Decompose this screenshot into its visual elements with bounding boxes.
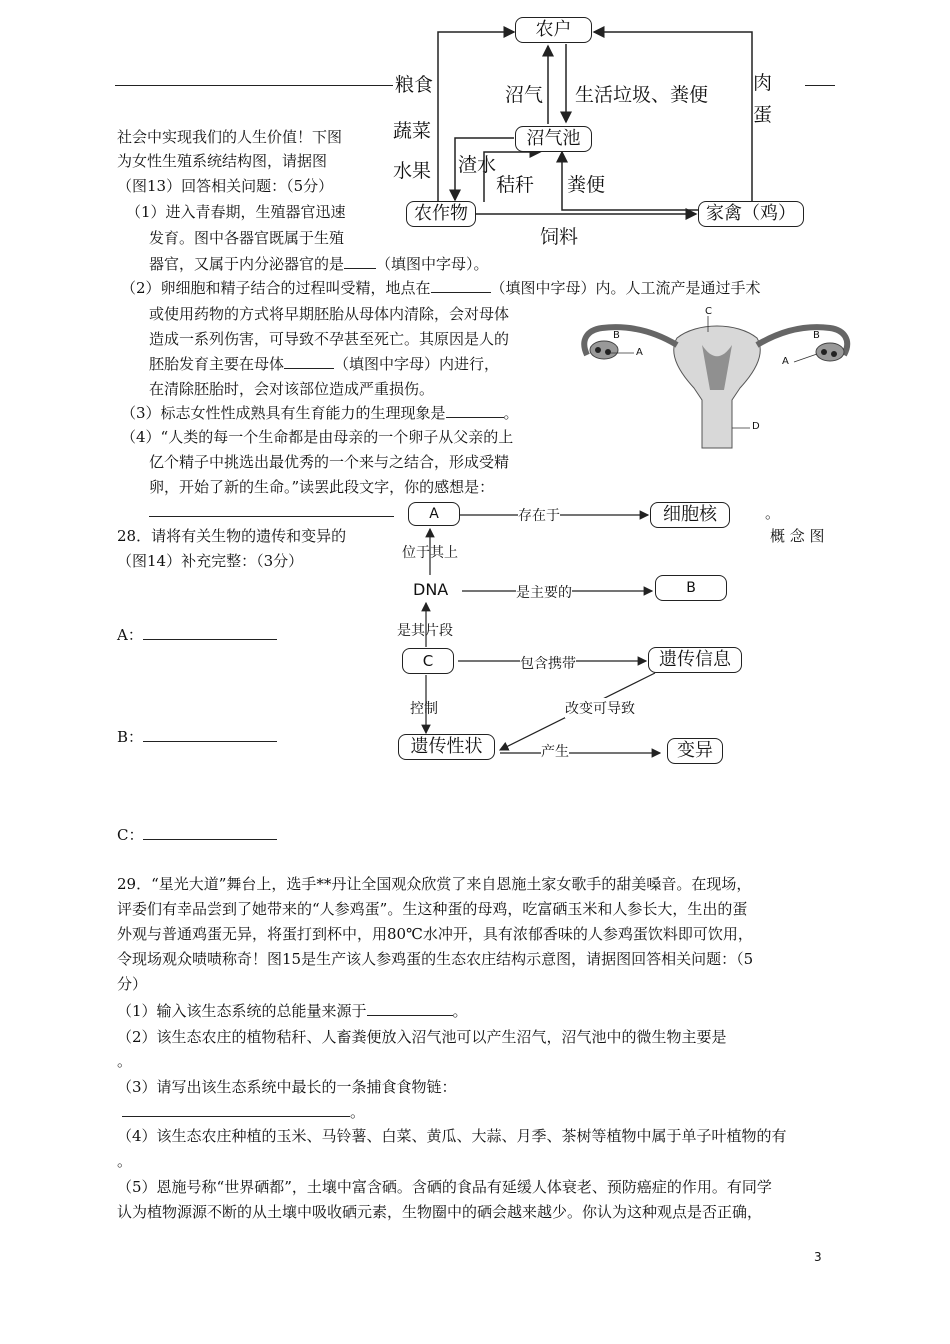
q29-line3: 外观与普通鸡蛋无异，将蛋打到杯中，用80℃水冲开，具有浓郁香味的人参鸡蛋饮料即可饮用， <box>117 925 753 943</box>
change-leads-label: 改变可导致 <box>565 698 635 718</box>
is-main-label: 是主要的 <box>516 582 572 602</box>
concept-b-box: B <box>655 575 727 601</box>
q29-line1: 29．“星光大道”舞台上，选手**丹让全国观众欣赏了来自恩施土家女歌手的甜美嗓音。在现场， <box>117 875 752 893</box>
page-number: 3 <box>814 1250 822 1264</box>
q27-intro-line2: 为女性生殖系统结构图，请据图 <box>117 152 328 170</box>
q29-line4: 令现场观众啧啧称奇！图15是生产该人参鸡蛋的生态农庄结构示意图，请据图回答相关问题：（5 <box>117 950 754 968</box>
q27-part2-line2: 或使用药物的方式将早期胚胎从母体内清除，会对母体 <box>149 305 510 323</box>
contains-label: 包含携带 <box>520 653 576 673</box>
residue-label: 渣水 <box>458 154 497 176</box>
q29-sub3-answer: 。 <box>122 1103 365 1121</box>
located-on-label: 位于其上 <box>402 545 458 561</box>
q29-line2: 评委们有幸品尝到了她带来的“人参鸡蛋”。生这种蛋的母鸡，吃富硒玉米和人参长大，生出的蛋 <box>117 900 748 918</box>
q28-answer-b: B： <box>117 728 277 746</box>
biogas-label: 沼气 <box>505 84 544 106</box>
label-d: D <box>752 421 760 432</box>
garbage-label: 生活垃圾、粪便 <box>575 84 709 106</box>
vegetable-label: 蔬菜 <box>393 120 432 142</box>
q29-sub4: （4）该生态农庄种植的玉米、马铃薯、白菜、黄瓜、大蒜、月季、茶树等植物中属于单子叶植物的有 <box>117 1127 787 1145</box>
poultry-box: 家禽（鸡） <box>698 201 804 227</box>
q29-sub1: （1）输入该生态系统的总能量来源于 。 <box>117 1002 468 1020</box>
label-a-left: A <box>636 347 643 358</box>
dna-label: DNA <box>413 580 449 599</box>
genetic-info-box: 遗传信息 <box>648 647 742 673</box>
q27-part2-line3: 造成一系列伤害，可导致不孕甚至死亡。其原因是人的 <box>149 330 510 348</box>
q29-sub2-end: 。 <box>117 1052 133 1070</box>
q28-answer-c: C： <box>117 826 277 844</box>
q28-title: 28．请将有关生物的遗传和变异的 <box>117 527 347 545</box>
q29-sub4-end: 。 <box>117 1152 133 1170</box>
produces-label: 产生 <box>541 741 569 761</box>
biogas-pool-box: 沼气池 <box>515 126 592 152</box>
q29-sub2: （2）该生态农庄的植物秸秆、人畜粪便放入沼气池可以产生沼气，沼气池中的微生物主要是 <box>117 1028 727 1046</box>
answer-line <box>115 85 393 86</box>
q27-part4-end: 。 <box>765 504 781 522</box>
q27-part4-line3: 卵，开始了新的生命。”读罢此段文字，你的感想是： <box>149 478 495 496</box>
straw-label: 秸秆 <box>496 174 535 196</box>
feed-label: 饲料 <box>540 226 579 248</box>
is-segment-label: 是其片段 <box>397 623 453 639</box>
q29-sub5-line1: （5）恩施号称“世界硒都”，土壤中富含硒。含硒的食品有延缓人体衰老、预防癌症的作用。有同学 <box>117 1178 772 1196</box>
q27-part2-line5: 在清除胚胎时，会对该部位造成严重损伤。 <box>149 380 435 398</box>
concept-a-box: A <box>408 502 460 526</box>
label-b-right: B <box>813 330 820 341</box>
nucleus-box: 细胞核 <box>650 502 730 528</box>
q27-part4-answer-line <box>149 516 394 517</box>
q27-part1-line3: 器官，又属于内分泌器官的是 （填图中字母）。 <box>149 255 489 273</box>
q27-intro-line1: 社会中实现我们的人生价值！下图 <box>117 128 343 146</box>
q29-sub3: （3）请写出该生态系统中最长的一条捕食食物链： <box>117 1078 457 1096</box>
exists-in-label: 存在于 <box>518 505 560 525</box>
manure-label: 粪便 <box>567 174 606 196</box>
q29-line5: 分） <box>117 975 148 993</box>
q27-part1-line2: 发育。图中各器官既属于生殖 <box>149 229 345 247</box>
controls-label: 控制 <box>410 701 438 717</box>
farmer-box: 农户 <box>515 17 592 43</box>
q27-part4-line2: 亿个精子中挑选出最优秀的一个来与之结合，形成受精 <box>149 453 510 471</box>
q29-sub5-line2: 认为植物源源不断的从土壤中吸收硒元素，生物圈中的硒会越来越少。你认为这种观点是否正确， <box>117 1203 763 1221</box>
crops-box: 农作物 <box>406 201 476 227</box>
trait-box: 遗传性状 <box>398 734 495 760</box>
meat-label: 肉 <box>753 72 773 94</box>
fruit-label: 水果 <box>393 160 432 182</box>
label-c: C <box>705 306 712 317</box>
q27-part4-line1: （4）“人类的每一个生命都是由母亲的一个卵子从父亲的上 <box>121 428 514 446</box>
grain-label: 粮食 <box>395 74 434 96</box>
label-a-right: A <box>782 356 789 367</box>
egg-label: 蛋 <box>753 104 773 126</box>
label-b-left: B <box>613 330 620 341</box>
variation-box: 变异 <box>667 738 723 764</box>
q27-part1-line1: （1）进入青春期，生殖器官迅速 <box>126 203 346 221</box>
q28-answer-a: A： <box>117 626 277 644</box>
concept-c-box: C <box>402 648 454 674</box>
answer-line <box>805 85 835 86</box>
q28-title-line2: （图14）补充完整：（3分） <box>117 552 304 570</box>
q27-part3: （3）标志女性性成熟具有生育能力的生理现象是 。 <box>121 404 519 422</box>
q27-intro-line3: （图13）回答相关问题：（5分） <box>117 177 334 195</box>
reproductive-system-drawing <box>572 300 862 450</box>
q27-part2-line1: （2）卵细胞和精子结合的过程叫受精，地点在 （填图中字母）内。人工流产是通过手术 <box>121 279 761 297</box>
q28-title-concept-map: 概 念 图 <box>770 527 825 545</box>
q27-part2-line4: 胚胎发育主要在母体 （填图中字母）内进行， <box>149 355 500 373</box>
